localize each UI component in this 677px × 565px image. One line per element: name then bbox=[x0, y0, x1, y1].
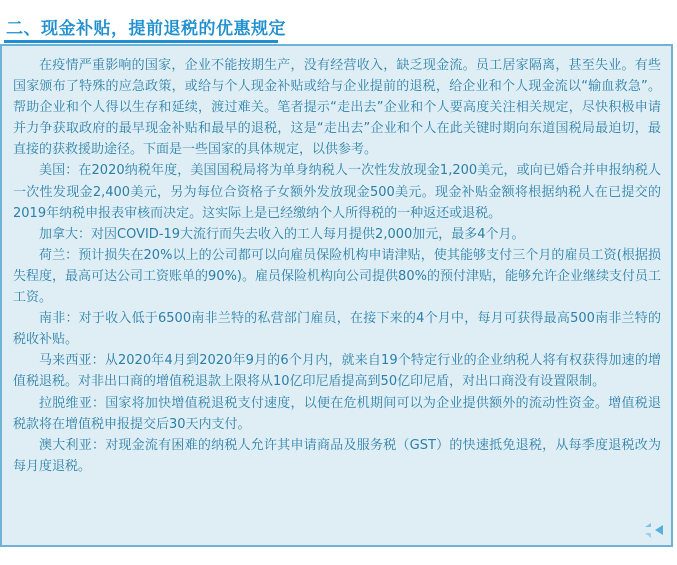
section-title: 二、现金补贴，提前退税的优惠规定 bbox=[6, 19, 286, 39]
paragraph-usa: 美国：在2020纳税年度，美国国税局将为单身纳税人一次性发放现金1,200美元，或向已婚合并申报纳税人一次性发现金2,400美元，另为每位合资格子女额外发放现金500美元。现金补贴金额将根据纳税人在已提交的2019年纳税申报表审核而决定。这实际上是已经缴纳个人所得税的一种返还或退税。 bbox=[13, 163, 661, 221]
paragraph-south-africa: 南非：对于收入低于6500南非兰特的私营部门雇员，在接下来的4个月中，每月可获得最高500南非兰特的税收补贴。 bbox=[13, 311, 661, 348]
title-underline bbox=[4, 40, 278, 43]
intro-paragraph: 在疫情严重影响的国家，企业不能按期生产，没有经营收入，缺乏现金流。员工居家隔离，甚至失业。有些国家颁布了特殊的应急政策，或给与个人现金补贴或给与企业提前的退税，给企业和个人现金流以“输血救急”。帮助企业和个人得以生存和延续，渡过难关。笔者提示“走出去”企业和个人要高度关注相关规定，尽快积极申请并力争获取政府的最早现金补贴和最早的退税，这是“走出去”企业和个人在此关键时期向东道国税局最迫切，最直接的获救援助途径。下面是一些国家的具体规定，以供参考。 bbox=[13, 58, 661, 158]
paragraph-canada: 加拿大：对因COVID-19大流行而失去收入的工人每月提供2,000加元，最多4个月。 bbox=[39, 226, 525, 242]
paragraph-netherlands: 荷兰：预计损失在20%以上的公司都可以向雇员保险机构申请津贴，使其能够支付三个月的雇员工资(根据损失程度，最高可达公司工资账单的90%)。雇员保险机构向公司提供80%的预付津贴，能够允许企业继续支付员工工资。 bbox=[13, 247, 661, 306]
paragraph-australia: 澳大利亚：对现金流有困难的纳税人允许其申请商品及服务税（GST）的快速抵免退税，从每季度退税改为每月度退税。 bbox=[13, 437, 661, 474]
paragraph-latvia: 拉脱维亚：国家将加快增值税退税支付速度，以便在危机期间可以为企业提供额外的流动性资金。增值税退税款将在增值税申报提交后30天内支付。 bbox=[13, 395, 661, 432]
article-body bbox=[13, 55, 661, 477]
corner-arrows-icon bbox=[641, 521, 665, 539]
section-header bbox=[0, 0, 677, 44]
content-panel bbox=[0, 44, 673, 547]
paragraph-malaysia: 马来西亚：从2020年4月到2020年9月的6个月内，就来自19个特定行业的企业纳税人将有权获得加速的增值税退税。对非出口商的增值税退款上限将从10亿印尼盾提高到50亿印尼盾，对出口商没有设置限制。 bbox=[13, 353, 661, 390]
